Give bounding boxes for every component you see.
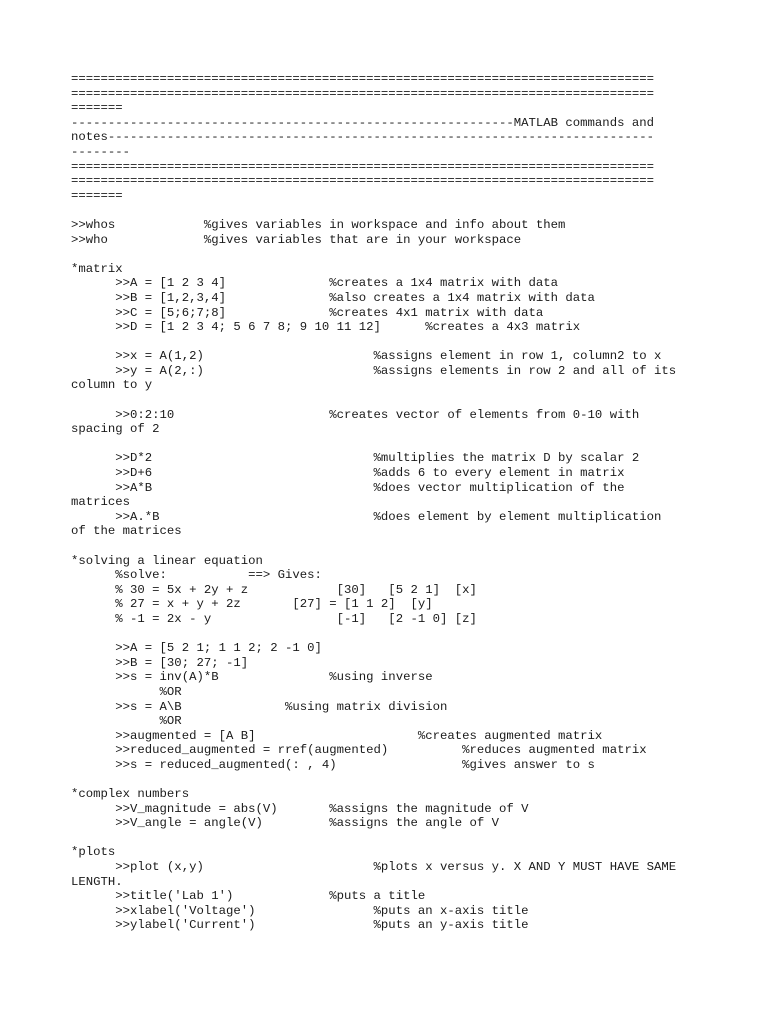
document-line: % 30 = 5x + 2y + z [30] [5 2 1] [x] <box>71 582 477 597</box>
document-line: % 27 = x + y + 2z [27] = [1 1 2] [y] <box>71 597 433 612</box>
document-line: matrices <box>71 495 131 510</box>
document-line: ======= <box>71 101 123 116</box>
document-line: >>A.*B %does element by element multiplication <box>71 509 662 524</box>
document-line: *matrix <box>71 261 123 276</box>
document-line: >>D*2 %multiplies the matrix D by scalar 2 <box>71 451 640 466</box>
document-line: ======= <box>71 188 123 203</box>
document-line: >>reduced_augmented = rref(augmented) %reduces augmented matrix <box>71 743 647 758</box>
document-line: %OR <box>71 684 182 699</box>
document-line: >>y = A(2,:) %assigns elements in row 2 and all of its <box>71 363 677 378</box>
document-line: >>A = [5 2 1; 1 1 2; 2 -1 0] <box>71 641 322 656</box>
document-line: >>x = A(1,2) %assigns element in row 1, column2 to x <box>71 349 662 364</box>
document-line: >>s = inv(A)*B %using inverse <box>71 670 433 685</box>
document-line: %OR <box>71 714 182 729</box>
document-line: spacing of 2 <box>71 422 160 437</box>
document-line: >>whos %gives variables in workspace and info about them <box>71 217 566 232</box>
document-line: >>V_angle = angle(V) %assigns the angle of V <box>71 816 500 831</box>
document-line: %solve: ==> Gives: <box>71 568 322 583</box>
document-line: LENGTH. <box>71 874 123 889</box>
document-line: >>V_magnitude = abs(V) %assigns the magnitude of V <box>71 801 529 816</box>
document-line: =============================================================================== <box>71 159 654 174</box>
document-line: >>0:2:10 %creates vector of elements from 0-10 with <box>71 407 640 422</box>
document-line: -------- <box>71 144 131 159</box>
document-line: >>D+6 %adds 6 to every element in matrix <box>71 466 625 481</box>
document-line: >>B = [1,2,3,4] %also creates a 1x4 matrix with data <box>71 290 595 305</box>
document-line: *solving a linear equation <box>71 553 263 568</box>
document-line: >>s = A\B %using matrix division <box>71 699 448 714</box>
document-line: >>s = reduced_augmented(: , 4) %gives answer to s <box>71 757 595 772</box>
document-line: >>D = [1 2 3 4; 5 6 7 8; 9 10 11 12] %creates a 4x3 matrix <box>71 320 581 335</box>
document-line: >>B = [30; 27; -1] <box>71 655 249 670</box>
document-line: =============================================================================== <box>71 72 654 86</box>
document-line: *complex numbers <box>71 787 190 802</box>
document-line: =============================================================================== <box>71 174 654 189</box>
document-line: >>plot (x,y) %plots x versus y. X AND Y MUST HAVE SAME <box>71 860 677 875</box>
document-line: >>A = [1 2 3 4] %creates a 1x4 matrix with data <box>71 276 559 291</box>
document-line: >>C = [5;6;7;8] %creates 4x1 matrix with data <box>71 305 544 320</box>
document-line: % -1 = 2x - y [-1] [2 -1 0] [z] <box>71 611 477 626</box>
document-line: >>who %gives variables that are in your workspace <box>71 232 522 247</box>
document-line: *plots <box>71 845 116 860</box>
document-line: =============================================================================== <box>71 86 654 101</box>
document-line: ------------------------------------------------------------MATLAB commands and <box>71 115 654 130</box>
document-line: column to y <box>71 378 153 393</box>
document-line: >>augmented = [A B] %creates augmented matrix <box>71 728 603 743</box>
document-text <box>71 72 676 933</box>
document-line: >>xlabel('Voltage') %puts an x-axis title <box>71 903 529 918</box>
document-line: >>ylabel('Current') %puts an y-axis title <box>71 918 529 933</box>
document-line: >>title('Lab 1') %puts a title <box>71 889 426 904</box>
document-line: notes-------------------------------------------------------------------------- <box>71 130 654 145</box>
document-line: of the matrices <box>71 524 182 539</box>
document-line: >>A*B %does vector multiplication of the <box>71 480 625 495</box>
